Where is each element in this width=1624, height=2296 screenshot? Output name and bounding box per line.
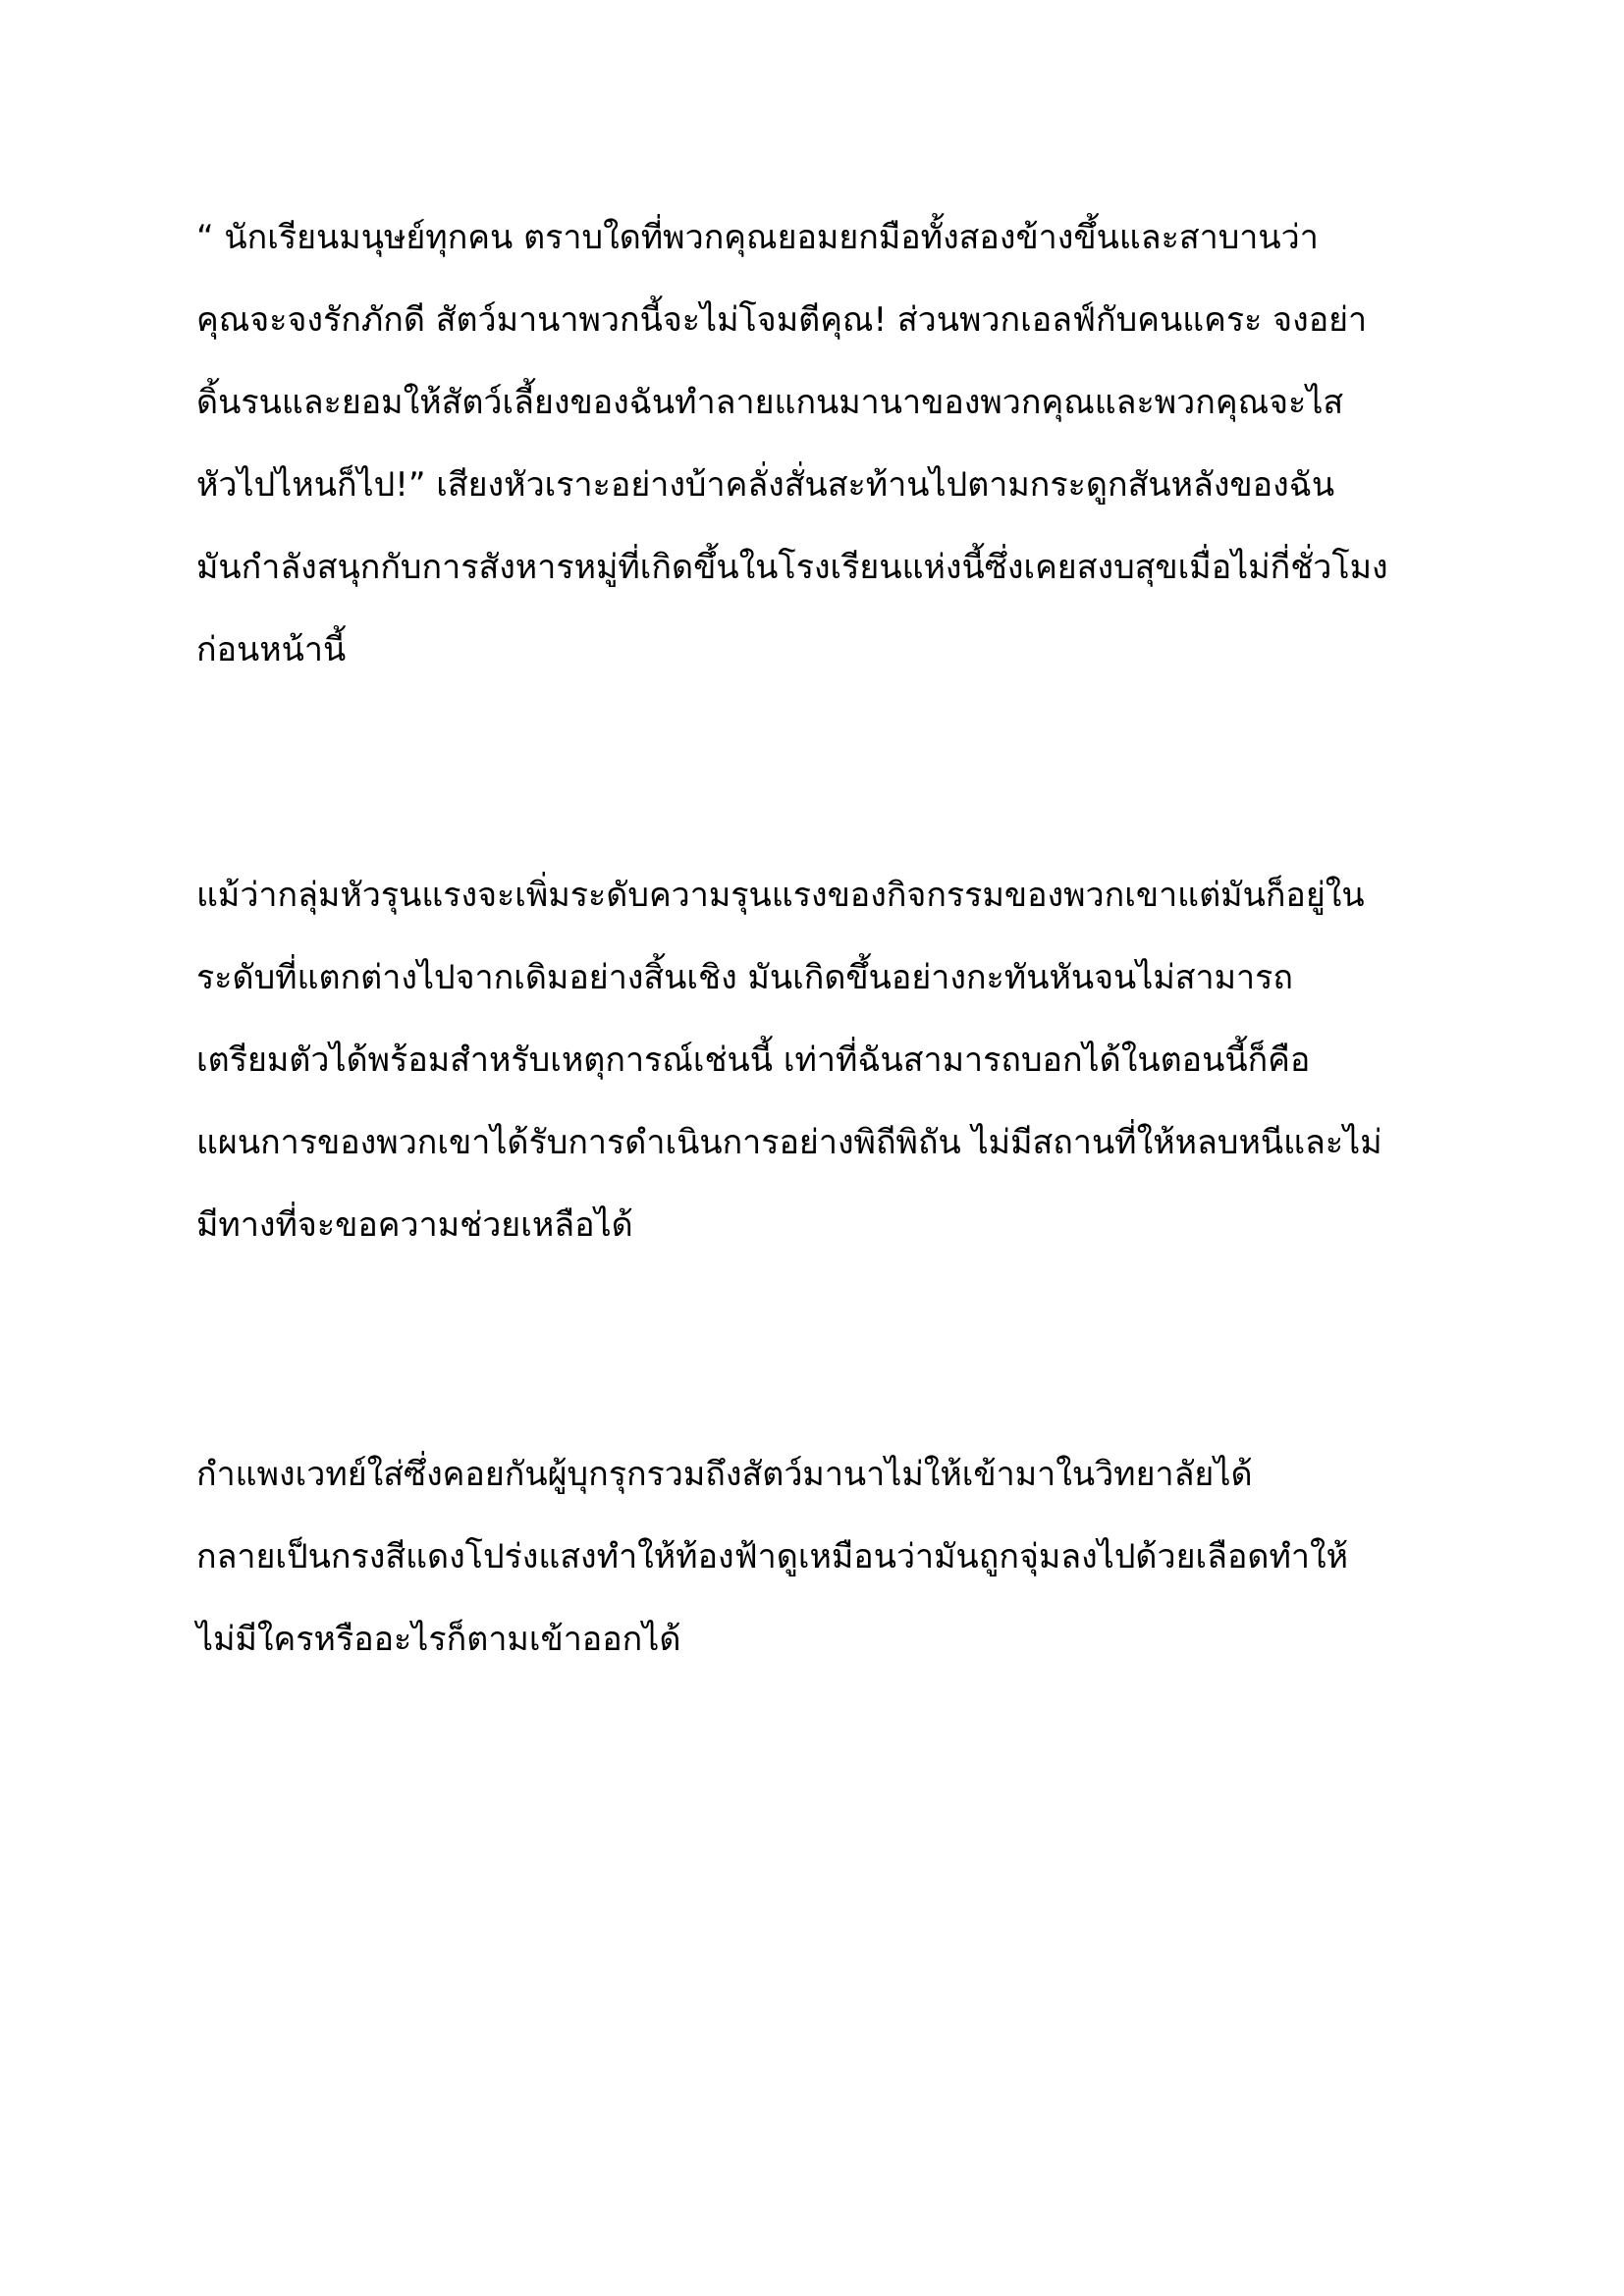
- paragraph-line: ไม่มีใครหรืออะไรก็ตามเข้าออกได้: [196, 1620, 681, 1659]
- paragraph-2: [196, 854, 1463, 1266]
- paragraph-line: กำแพงเวทย์ใส่ซึ่งคอยกันผู้บุกรุกรวมถึงสัตว์มานาไม่ให้เข้ามาในวิทยาลัยได้: [196, 1455, 1253, 1494]
- paragraph-line: กลายเป็นกรงสีแดงโปร่งแสงทำให้ท้องฟ้าดูเหมือนว่ามันถูกจุ่มลงไปด้วยเลือดทำให้: [196, 1537, 1348, 1576]
- paragraph-line: ดิ้นรนและยอมให้สัตว์เลี้ยงของฉันทำลายแกนมานาของพวกคุณและพวกคุณจะไส: [196, 383, 1344, 422]
- paragraph-line: มีทางที่จะขอความช่วยเหลือได้: [196, 1205, 633, 1245]
- paragraph-line: หัวไปไหนก็ไป!” เสียงหัวเราะอย่างบ้าคลั่งสั่นสะท้านไปตามกระดูกสันหลังของฉัน: [196, 465, 1335, 505]
- paragraph-line: ก่อนหน้านี้: [196, 630, 347, 669]
- paragraph-line: แผนการของพวกเขาได้รับการดำเนินการอย่างพิถีพิถัน ไม่มีสถานที่ให้หลบหนีและไม่: [196, 1123, 1382, 1162]
- paragraph-line: แม้ว่ากลุ่มหัวรุนแรงจะเพิ่มระดับความรุนแรงของกิจกรรมของพวกเขาแต่มันก็อยู่ใน: [196, 876, 1365, 915]
- paragraph-line: เตรียมตัวได้พร้อมสำหรับเหตุการณ์เช่นนี้ เท่าที่ฉันสามารถบอกได้ในตอนนี้ก็คือ: [196, 1041, 1311, 1080]
- paragraph-line: “ นักเรียนมนุษย์ทุกคน ตราบใดที่พวกคุณยอมยกมือทั้งสองข้างขึ้นและสาบานว่า: [196, 218, 1319, 257]
- paragraph-line: คุณจะจงรักภักดี สัตว์มานาพวกนี้จะไม่โจมตีคุณ! ส่วนพวกเอลฟ์กับคนแคระ จงอย่า: [196, 300, 1368, 340]
- paragraph-3: [196, 1433, 1463, 1681]
- paragraph-1: [196, 196, 1463, 691]
- paragraph-line: ระดับที่แตกต่างไปจากเดิมอย่างสิ้นเชิง มันเกิดขึ้นอย่างกะทันหันจนไม่สามารถ: [196, 958, 1293, 997]
- paragraph-line: มันกำลังสนุกกับการสังหารหมู่ที่เกิดขึ้นในโรงเรียนแห่งนี้ซึ่งเคยสงบสุขเมื่อไม่กี่ชั่วโมง: [196, 548, 1388, 587]
